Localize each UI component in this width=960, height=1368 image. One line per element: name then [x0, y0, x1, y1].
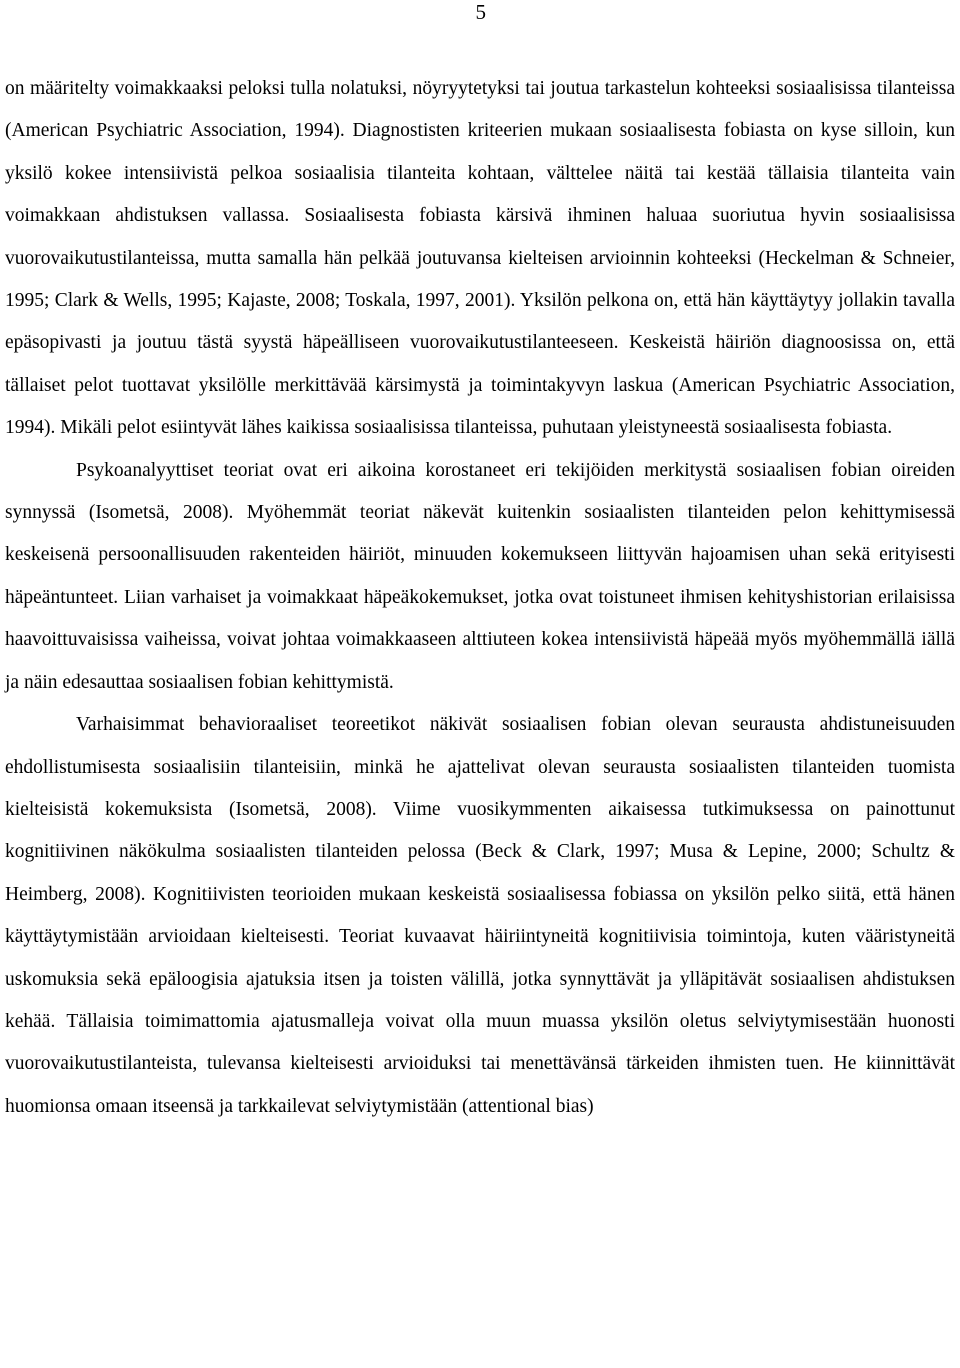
paragraph-behavioral-cognitive-theories: Varhaisimmat behavioraaliset teoreetikot näkivät sosiaalisen fobian olevan seurausta ahdistuneisuuden ehdollistumisesta sosiaalisiin tilanteisiin, minkä he ajattelivat olevan seurausta sosiaalisten tilanteiden tuomista kielteisistä kokemuksista (Isometsä, 2008). Viime vuosikymmenten aikaisessa tutkimuksessa on painottunut kognitiivinen näkökulma sosiaalisten tilanteiden pelossa (Beck & Clark, 1997; Musa & Lepine, 2000; Schultz & Heimberg, 2008). Kognitiivisten teorioiden mukaan keskeistä sosiaalisessa fobiassa on yksilön pelko siitä, että hänen käyttäytymistään arvioidaan kielteisesti. Teoriat kuvaavat häiriintyneitä kognitiivisia toimintoja, kuten vääristyneitä uskomuksia sekä epäloogisia ajatuksia itsen ja toisten välillä, jotka synnyttävät ja ylläpitävät sosiaalisen ahdistuksen kehää. Tällaisia toimimattomia ajatusmalleja voivat olla muun muassa yksilön oletus selviytymisestään huonosti vuorovaikutustilanteista, tulevansa kielteisesti arvioiduksi tai menettävänsä tärkeiden ihmisten tuen. He kiinnittävät huomionsa omaan itseensä ja tarkkailevat selviytymistään (attentional bias)	[5, 714, 955, 1117]
body-text	[5, 68, 955, 1128]
paragraph-psychoanalytic-theories: Psykoanalyyttiset teoriat ovat eri aikoina korostaneet eri tekijöiden merkitystä sosiaalisen fobian oireiden synnyssä (Isometsä, 2008). Myöhemmät teoriat näkevät kuitenkin sosiaalisten tilanteiden pelon kehittymisessä keskeisenä persoonallisuuden rakenteiden häiriöt, minuuden kokemukseen liittyvän hajoamisen uhan sekä erityisesti häpeäntunteet. Liian varhaiset ja voimakkaat häpeäkokemukset, jotka ovat toistuneet ihmisen kehityshistorian erilaisissa haavoittuvaisissa vaiheissa, voivat johtaa voimakkaaseen alttiuteen kokea intensiivistä häpeää myös myöhemmällä iällä ja näin edesauttaa sosiaalisen fobian kehittymistä.	[5, 459, 955, 693]
paragraph-social-phobia-definition: on määritelty voimakkaaksi peloksi tulla nolatuksi, nöyryytetyksi tai joutua tarkastelun kohteeksi sosiaalisissa tilanteissa (American Psychiatric Association, 1994). Diagnostisten kriteerien mukaan sosiaalisesta fobiasta on kyse silloin, kun yksilö kokee intensiivistä pelkoa sosiaalisia tilanteita kohtaan, välttelee näitä tai kestää tällaisia tilanteita vain voimakkaan ahdistuksen vallassa. Sosiaalisesta fobiasta kärsivä ihminen haluaa suoriutua hyvin sosiaalisissa vuorovaikutustilanteissa, mutta samalla hän pelkää joutuvansa kielteisen arvioinnin kohteeksi (Heckelman & Schneier, 1995; Clark & Wells, 1995; Kajaste, 2008; Toskala, 1997, 2001). Yksilön pelkona on, että hän käyttäytyy jollakin tavalla epäsopivasti ja joutuu tästä syystä häpeälliseen vuorovaikutustilanteeseen. Keskeistä häiriön diagnoosissa on, että tällaiset pelot tuottavat yksilölle merkittävää kärsimystä ja toimintakyvyn laskua (American Psychiatric Association, 1994). Mikäli pelot esiintyvät lähes kaikissa sosiaalisissa tilanteissa, puhutaan yleistyneestä sosiaalisesta fobiasta.	[5, 78, 955, 439]
page-number: 5	[475, 0, 486, 24]
